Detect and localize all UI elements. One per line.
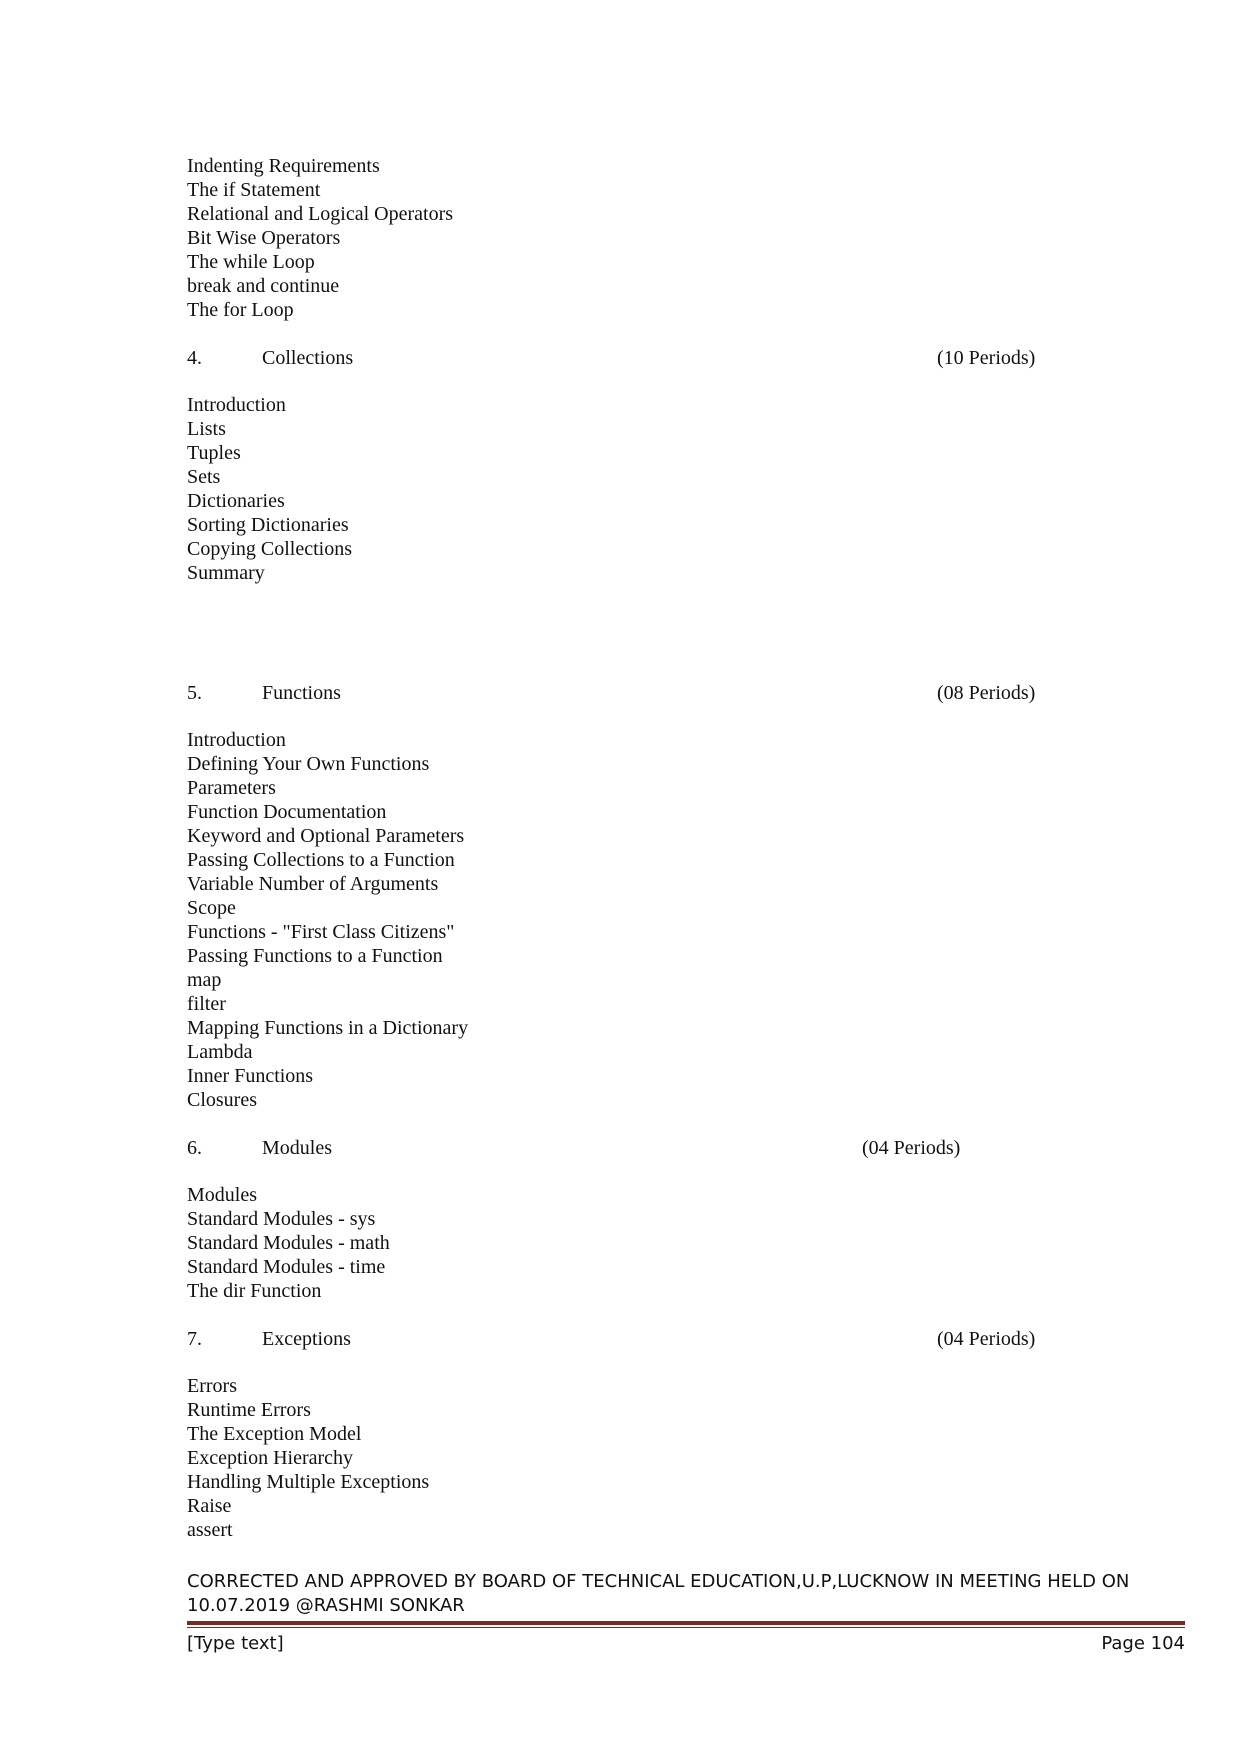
list-item: The while Loop: [187, 251, 315, 273]
section-number: 7.: [187, 1328, 202, 1350]
list-item: Copying Collections: [187, 538, 352, 560]
exceptions-topic-list: [187, 1374, 1087, 1542]
list-item: break and continue: [187, 275, 340, 297]
list-item: Runtime Errors: [187, 1399, 311, 1421]
list-item: Function Documentation: [187, 801, 387, 823]
section-periods: (08 Periods): [937, 682, 1036, 704]
list-item: The if Statement: [187, 179, 321, 201]
list-item: Dictionaries: [187, 490, 285, 512]
section-number: 4.: [187, 347, 202, 369]
list-item: Relational and Logical Operators: [187, 203, 454, 225]
section-heading-functions: [187, 681, 1087, 705]
intro-topic-list: [187, 154, 1087, 322]
approval-note-line: CORRECTED AND APPROVED BY BOARD OF TECHNICAL EDUCATION,U.P,LUCKNOW IN MEETING HELD ON: [187, 1571, 1130, 1592]
blank-space: [187, 585, 1087, 657]
list-item: Standard Modules - sys: [187, 1208, 376, 1230]
list-item: filter: [187, 993, 226, 1015]
syllabus-content: [187, 154, 1087, 1542]
approval-note-line: 10.07.2019 @RASHMI SONKAR: [187, 1595, 465, 1616]
section-number: 6.: [187, 1137, 202, 1159]
approval-note: [187, 1570, 1187, 1618]
list-item: Defining Your Own Functions: [187, 753, 430, 775]
list-item: Mapping Functions in a Dictionary: [187, 1017, 469, 1039]
list-item: Modules: [187, 1184, 257, 1206]
list-item: Summary: [187, 562, 265, 584]
list-item: Closures: [187, 1089, 257, 1111]
list-item: Inner Functions: [187, 1065, 314, 1087]
list-item: Tuples: [187, 442, 241, 464]
collections-topic-list: [187, 393, 1087, 585]
section-periods: (04 Periods): [862, 1137, 961, 1159]
section-title: Functions: [262, 682, 341, 704]
list-item: Bit Wise Operators: [187, 227, 341, 249]
list-item: The for Loop: [187, 299, 294, 321]
footer-divider: [187, 1627, 1185, 1628]
section-heading-collections: [187, 346, 1087, 370]
list-item: Lists: [187, 418, 226, 440]
section-number: 5.: [187, 682, 202, 704]
list-item: Handling Multiple Exceptions: [187, 1471, 430, 1493]
list-item: Exception Hierarchy: [187, 1447, 354, 1469]
list-item: map: [187, 969, 222, 991]
section-heading-modules: [187, 1136, 1087, 1160]
page-number: Page 104: [1101, 1633, 1185, 1654]
list-item: Sets: [187, 466, 221, 488]
list-item: Introduction: [187, 729, 286, 751]
functions-topic-list: [187, 728, 1087, 1112]
list-item: The dir Function: [187, 1280, 322, 1302]
list-item: Functions - "First Class Citizens": [187, 921, 455, 943]
list-item: Lambda: [187, 1041, 253, 1063]
footer-placeholder-text: [Type text]: [187, 1633, 284, 1654]
list-item: Sorting Dictionaries: [187, 514, 349, 536]
list-item: Passing Collections to a Function: [187, 849, 455, 871]
section-title: Modules: [262, 1137, 332, 1159]
list-item: Standard Modules - math: [187, 1232, 390, 1254]
list-item: Keyword and Optional Parameters: [187, 825, 465, 847]
list-item: Indenting Requirements: [187, 155, 380, 177]
list-item: Scope: [187, 897, 236, 919]
list-item: Errors: [187, 1375, 237, 1397]
section-periods: (10 Periods): [937, 347, 1036, 369]
section-heading-exceptions: [187, 1327, 1087, 1351]
section-title: Exceptions: [262, 1328, 351, 1350]
list-item: Parameters: [187, 777, 276, 799]
list-item: Variable Number of Arguments: [187, 873, 439, 895]
modules-topic-list: [187, 1183, 1087, 1303]
list-item: Standard Modules - time: [187, 1256, 386, 1278]
section-title: Collections: [262, 347, 354, 369]
list-item: Passing Functions to a Function: [187, 945, 443, 967]
list-item: The Exception Model: [187, 1423, 362, 1445]
section-periods: (04 Periods): [937, 1328, 1036, 1350]
footer-divider: [187, 1621, 1185, 1625]
list-item: Introduction: [187, 394, 286, 416]
list-item: assert: [187, 1519, 233, 1541]
list-item: Raise: [187, 1495, 232, 1517]
